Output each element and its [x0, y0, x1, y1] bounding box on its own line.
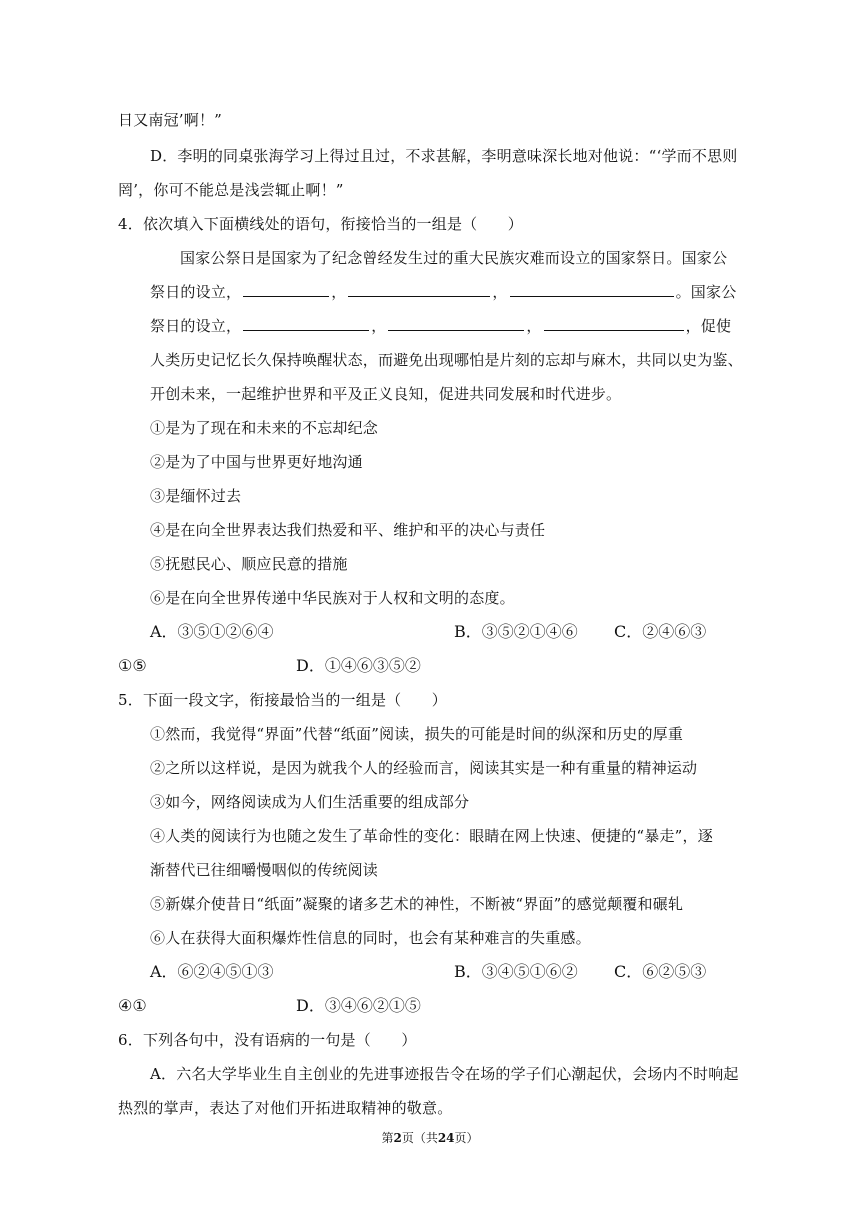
fill-blank [348, 282, 490, 297]
q4-option-a: A．③⑤①②⑥④ [150, 622, 274, 641]
q4-passage-line3 [150, 316, 731, 336]
q6-option-a-line1: A．六名大学毕业生自主创业的先进事迹报告令在场的学子们心潮起伏，会场内不时响起 [150, 1065, 739, 1083]
footer-mid: 页（共 [401, 1131, 438, 1145]
q5-item-4-wrap: 渐替代已往细嚼慢咽似的传统阅读 [150, 861, 379, 879]
q5-option-b: B．③④⑤①⑥② [454, 962, 578, 981]
footer-total-pages: 24 [437, 1131, 455, 1145]
q5-option-c: C．⑥②⑤③ [614, 962, 707, 981]
q4-item-4: ④是在向全世界表达我们热爱和平、维护和平的决心与责任 [150, 521, 546, 539]
footer-prefix: 第 [381, 1131, 394, 1145]
fill-blank [243, 282, 329, 297]
q4-separator: ， [526, 317, 542, 335]
q5-item-3: ③如今，网络阅读成为人们生活重要的组成部分 [150, 793, 470, 811]
q5-option-d: D．③④⑥②①⑤ [296, 996, 421, 1015]
q4-stem: 4．依次填入下面横线处的语句，衔接恰当的一组是（ ） [118, 215, 523, 233]
q4-item-2: ②是为了中国与世界更好地沟通 [150, 453, 363, 471]
fill-blank [510, 282, 674, 297]
q4-option-c: C．②④⑥③ [614, 622, 707, 641]
q4-separator: ， [331, 283, 347, 301]
q6-option-a-line2: 热烈的掌声，表达了对他们开拓进取精神的敬意。 [118, 1099, 453, 1117]
q4-option-c-wrap: ①⑤ [118, 656, 147, 675]
q4-passage-text: ，促使 [685, 317, 732, 335]
q5-option-c-wrap: ④① [118, 996, 147, 1015]
q4-passage-line1: 国家公祭日是国家为了纪念曾经发生过的重大民族灾难而设立的国家祭日。国家公 [180, 249, 728, 267]
q5-item-6: ⑥人在获得大面积爆炸性信息的同时，也会有某种难言的失重感。 [150, 929, 591, 947]
q3-option-d-line2: 罔’，你可不能总是浅尝辄止啊！” [118, 181, 344, 199]
page-footer [0, 1130, 860, 1146]
q5-item-5: ⑤新媒介使昔日“纸面”凝聚的诸多艺术的神性，不断被“界面”的感觉颠覆和碾轧 [150, 895, 684, 913]
q5-item-2: ②之所以这样说，是因为就我个人的经验而言，阅读其实是一种有重量的精神运动 [150, 759, 698, 777]
q3-option-d-line1: D．李明的同桌张海学习上得过且过，不求甚解，李明意味深长地对他说：“‘学而不思则 [150, 147, 738, 165]
q5-option-a: A．⑥②④⑤①③ [150, 962, 274, 981]
q4-passage-text: 祭日的设立， [150, 283, 242, 301]
q4-option-b: B．③⑤②①④⑥ [454, 622, 578, 641]
q4-passage-line5: 开创未来，一起维护世界和平及正义良知，促进共同发展和时代进步。 [150, 385, 622, 403]
q4-item-5: ⑤抚慰民心、顺应民意的措施 [150, 555, 348, 573]
q4-item-1: ①是为了现在和未来的不忘却纪念 [150, 419, 379, 437]
q5-stem: 5．下面一段文字，衔接最恰当的一组是（ ） [118, 691, 447, 709]
q4-item-3: ③是缅怀过去 [150, 487, 242, 505]
q4-option-d: D．①④⑥③⑤② [296, 656, 421, 675]
q4-item-6: ⑥是在向全世界传递中华民族对于人权和文明的态度。 [150, 589, 515, 607]
q3-continued-line: 日又南冠’啊！” [118, 111, 223, 129]
q4-separator: ， [492, 283, 508, 301]
footer-suffix: 页） [454, 1131, 479, 1145]
q4-passage-text: 。国家公 [675, 283, 737, 301]
fill-blank [243, 316, 369, 331]
q4-separator: ， [371, 317, 387, 335]
q4-passage-line2 [150, 282, 736, 302]
q5-item-4: ④人类的阅读行为也随之发生了革命性的变化：眼睛在网上快速、便捷的“暴走”，逐 [150, 827, 713, 845]
fill-blank [388, 316, 524, 331]
q4-passage-text: 祭日的设立， [150, 317, 242, 335]
footer-page-number: 2 [393, 1131, 402, 1145]
q5-item-1: ①然而，我觉得“界面”代替“纸面”阅读，损失的可能是时间的纵深和历史的厚重 [150, 725, 684, 743]
q4-passage-line4: 人类历史记忆长久保持唤醒状态，而避免出现哪怕是片刻的忘却与麻木，共同以史为鉴、 [150, 351, 743, 369]
q6-stem: 6．下列各句中，没有语病的一句是（ ） [118, 1031, 417, 1049]
fill-blank [544, 316, 684, 331]
